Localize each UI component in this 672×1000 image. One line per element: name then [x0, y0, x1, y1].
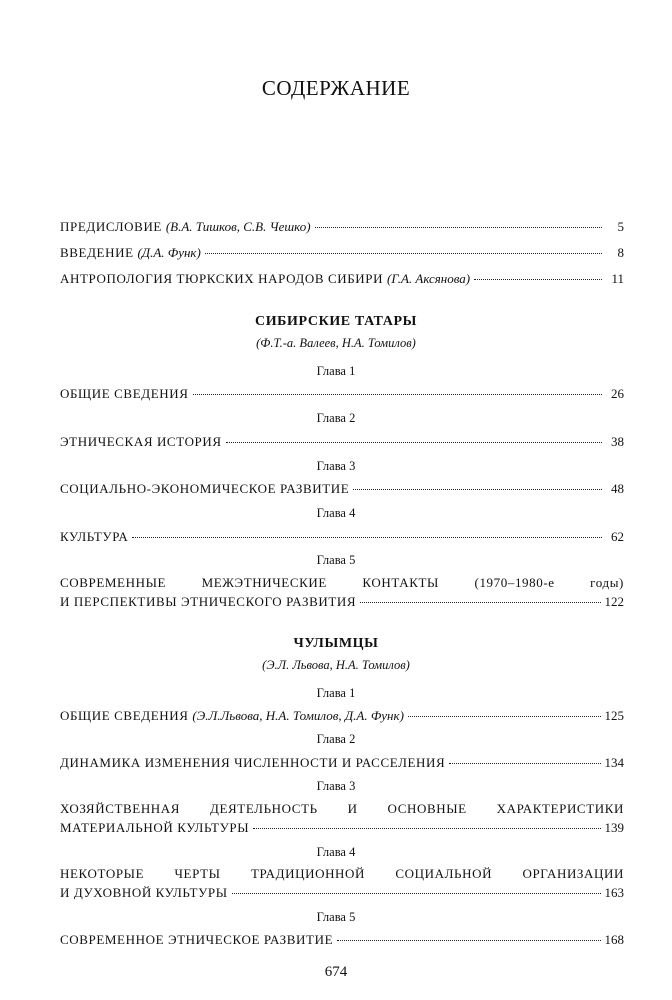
chapter-heading: Глава 1	[316, 686, 356, 700]
dot-leader	[353, 489, 602, 490]
chapter-heading: Глава 4	[316, 506, 356, 520]
entry-page: 122	[604, 594, 624, 609]
toc-entry[interactable]	[60, 708, 624, 724]
page-number: 674	[324, 964, 348, 980]
chapter-heading: Глава 3	[316, 459, 356, 473]
dot-leader	[449, 763, 600, 764]
section-title: СИБИРСКИЕ ТАТАРЫ	[254, 314, 418, 329]
section-authors: (Ф.Т.-а. Валеев, Н.А. Томилов)	[256, 336, 416, 350]
chapter-heading: Глава 5	[316, 910, 356, 924]
toc-entry-preface[interactable]	[60, 219, 624, 235]
toc-entry[interactable]	[60, 755, 624, 771]
dot-leader	[193, 394, 603, 395]
toc-entry[interactable]	[60, 529, 624, 545]
toc-entry-introduction[interactable]	[60, 245, 624, 261]
dot-leader	[132, 537, 602, 538]
toc-entry-anthropology[interactable]	[60, 271, 624, 287]
chapter-heading: Глава 2	[316, 411, 356, 425]
entry-label-line1: ХОЗЯЙСТВЕННАЯ ДЕЯТЕЛЬНОСТЬ И ОСНОВНЫЕ ХАРАКТЕРИСТИКИ	[60, 801, 624, 816]
entry-label: СОЦИАЛЬНО-ЭКОНОМИЧЕСКОЕ РАЗВИТИЕ	[60, 481, 350, 496]
entry-page: 163	[604, 885, 624, 900]
entry-page: 48	[611, 481, 624, 496]
entry-label-line1: СОВРЕМЕННЫЕ МЕЖЭТНИЧЕСКИЕ КОНТАКТЫ (1970–1980-е годы)	[60, 575, 624, 590]
toc-entry[interactable]	[60, 885, 624, 901]
entry-label: КУЛЬТУРА	[60, 529, 129, 544]
entry-page: 62	[611, 529, 624, 544]
entry-authors: (Г.А. Аксянова)	[386, 271, 471, 286]
entry-label: И ПЕРСПЕКТИВЫ ЭТНИЧЕСКОГО РАЗВИТИЯ	[60, 594, 357, 609]
dot-leader	[337, 940, 600, 941]
entry-label: ОБЩИЕ СВЕДЕНИЯ	[60, 708, 189, 723]
entry-label: АНТРОПОЛОГИЯ ТЮРКСКИХ НАРОДОВ СИБИРИ	[60, 271, 384, 286]
dot-leader	[360, 602, 600, 603]
dot-leader	[474, 279, 602, 280]
entry-label: СОВРЕМЕННОЕ ЭТНИЧЕСКОЕ РАЗВИТИЕ	[60, 932, 334, 947]
chapter-heading: Глава 5	[316, 553, 356, 567]
entry-page: 168	[604, 932, 624, 947]
entry-label-line1: НЕКОТОРЫЕ ЧЕРТЫ ТРАДИЦИОННОЙ СОЦИАЛЬНОЙ ОРГАНИЗАЦИИ	[60, 866, 624, 881]
entry-label: ОБЩИЕ СВЕДЕНИЯ	[60, 386, 189, 401]
entry-page: 26	[611, 386, 624, 401]
entry-label: ПРЕДИСЛОВИЕ	[60, 219, 162, 234]
dot-leader	[408, 716, 601, 717]
toc-entry[interactable]	[60, 434, 624, 450]
entry-authors: (Э.Л.Львова, Н.А. Томилов, Д.А. Функ)	[192, 708, 404, 723]
toc-entry[interactable]	[60, 386, 624, 402]
toc-entry[interactable]	[60, 481, 624, 497]
dot-leader	[232, 893, 601, 894]
chapter-heading: Глава 4	[316, 845, 356, 859]
section-title: ЧУЛЫМЦЫ	[293, 636, 379, 651]
chapter-heading: Глава 2	[316, 732, 356, 746]
entry-page: 134	[604, 755, 624, 770]
entry-page: 38	[611, 434, 624, 449]
entry-label: ВВЕДЕНИЕ	[60, 245, 134, 260]
dot-leader	[226, 442, 602, 443]
entry-label: И ДУХОВНОЙ КУЛЬТУРЫ	[60, 885, 228, 900]
dot-leader	[315, 227, 602, 228]
entry-page: 139	[604, 820, 624, 835]
entry-label: ЭТНИЧЕСКАЯ ИСТОРИЯ	[60, 434, 222, 449]
dot-leader	[205, 253, 602, 254]
toc-entry[interactable]	[60, 820, 624, 836]
entry-authors: (В.А. Тишков, С.В. Чешко)	[165, 219, 311, 234]
chapter-heading: Глава 3	[316, 779, 356, 793]
chapter-heading: Глава 1	[316, 364, 356, 378]
toc-entry[interactable]	[60, 594, 624, 610]
entry-label: ДИНАМИКА ИЗМЕНЕНИЯ ЧИСЛЕННОСТИ И РАССЕЛЕНИЯ	[60, 755, 446, 770]
entry-label: МАТЕРИАЛЬНОЙ КУЛЬТУРЫ	[60, 820, 250, 835]
section-authors: (Э.Л. Львова, Н.А. Томилов)	[262, 658, 410, 672]
page-title: СОДЕРЖАНИЕ	[261, 76, 411, 100]
entry-authors: (Д.А. Функ)	[137, 245, 201, 260]
entry-page: 125	[604, 708, 624, 723]
toc-entry[interactable]	[60, 932, 624, 948]
dot-leader	[253, 828, 600, 829]
entry-page: 11	[611, 271, 624, 286]
entry-page: 8	[617, 245, 624, 260]
entry-page: 5	[617, 219, 624, 234]
